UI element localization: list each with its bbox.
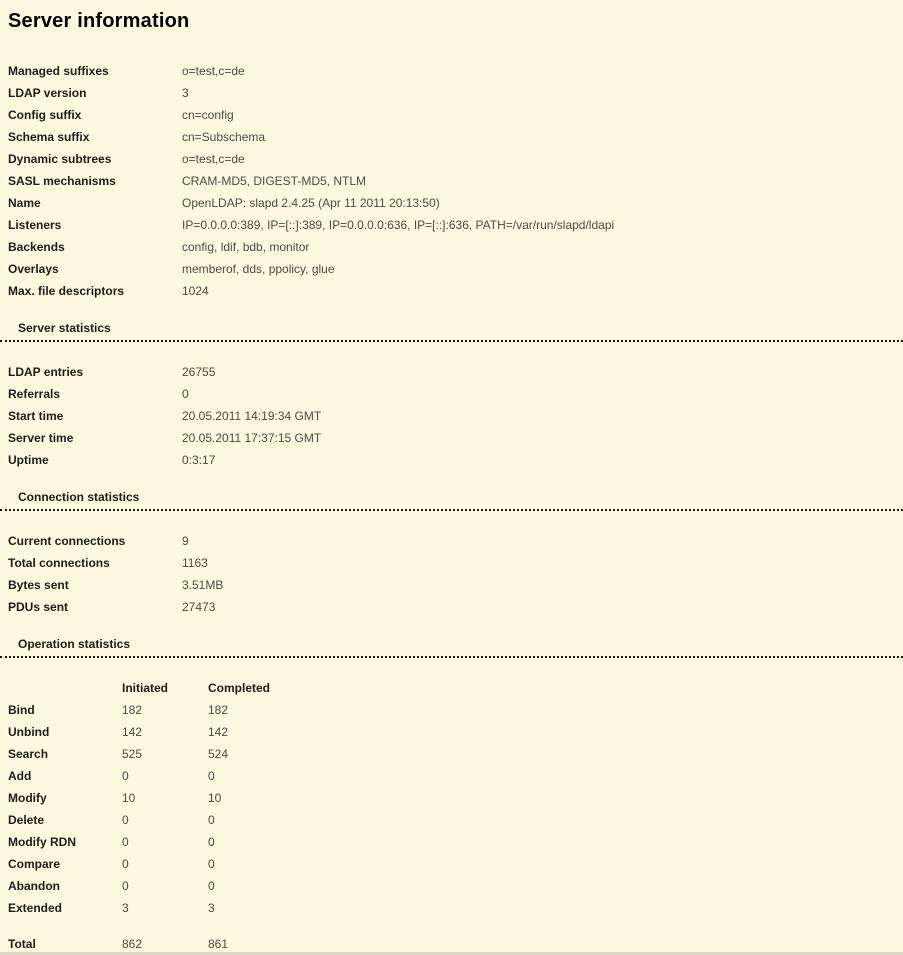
server-statistics-list <box>0 361 903 471</box>
section-header-connection-statistics <box>0 490 903 511</box>
detail-value: o=test,c=de <box>182 64 245 78</box>
operation-label: Bind <box>8 703 35 717</box>
detail-label: Backends <box>8 240 65 254</box>
operation-label: Abandon <box>8 879 60 893</box>
detail-label: Config suffix <box>8 108 82 122</box>
operation-row <box>0 875 903 897</box>
operation-initiated-value: 0 <box>122 769 129 783</box>
detail-row <box>0 280 903 302</box>
operation-initiated-value: 525 <box>122 747 143 761</box>
operation-initiated-value: 0 <box>122 813 129 827</box>
operation-label: Add <box>8 769 32 783</box>
detail-value: cn=config <box>182 108 234 122</box>
stat-row <box>0 530 903 552</box>
detail-row <box>0 82 903 104</box>
detail-value: config, ldif, bdb, monitor <box>182 240 310 254</box>
stat-row <box>0 449 903 471</box>
column-header-completed: Completed <box>208 681 271 695</box>
total-completed-value: 861 <box>208 937 229 951</box>
stat-row <box>0 361 903 383</box>
detail-row <box>0 60 903 82</box>
stat-label: Current connections <box>8 534 126 548</box>
detail-value: memberof, dds, ppolicy, glue <box>182 262 335 276</box>
detail-value: OpenLDAP: slapd 2.4.25 (Apr 11 2011 20:13:50) <box>182 196 440 210</box>
detail-row <box>0 192 903 214</box>
total-initiated-value: 862 <box>122 937 143 951</box>
operation-row <box>0 897 903 919</box>
operation-label: Search <box>8 747 49 761</box>
detail-label: SASL mechanisms <box>8 174 116 188</box>
operation-completed-value: 524 <box>208 747 229 761</box>
stat-value: 26755 <box>182 365 216 379</box>
stat-value: 0:3:17 <box>182 453 216 467</box>
stat-label: Server time <box>8 431 74 445</box>
section-title: Server statistics <box>18 321 111 335</box>
operation-rows <box>0 699 903 919</box>
stat-row <box>0 574 903 596</box>
detail-label: Dynamic subtrees <box>8 152 112 166</box>
section-header-operation-statistics <box>0 637 903 658</box>
operation-completed-value: 182 <box>208 703 229 717</box>
detail-value: 1024 <box>182 284 209 298</box>
detail-value: CRAM-MD5, DIGEST-MD5, NTLM <box>182 174 367 188</box>
stat-value: 20.05.2011 17:37:15 GMT <box>182 431 322 445</box>
stat-row <box>0 552 903 574</box>
operation-initiated-value: 182 <box>122 703 143 717</box>
operation-row <box>0 721 903 743</box>
operation-row <box>0 699 903 721</box>
operation-row <box>0 787 903 809</box>
stat-row <box>0 383 903 405</box>
operation-completed-value: 3 <box>208 901 215 915</box>
connection-statistics-list <box>0 530 903 618</box>
detail-label: Managed suffixes <box>8 64 109 78</box>
page-title: Server information <box>8 10 190 32</box>
stat-label: Bytes sent <box>8 578 69 592</box>
detail-label: Listeners <box>8 218 62 232</box>
operation-completed-value: 142 <box>208 725 229 739</box>
operation-completed-value: 10 <box>208 791 222 805</box>
operation-initiated-value: 0 <box>122 879 129 893</box>
server-details-list <box>0 60 903 302</box>
detail-row <box>0 236 903 258</box>
empty-header-cell <box>8 677 122 699</box>
operation-label: Modify <box>8 791 47 805</box>
detail-row <box>0 104 903 126</box>
stat-label: Uptime <box>8 453 49 467</box>
section-header-server-statistics <box>0 321 903 342</box>
detail-value: 3 <box>182 86 189 100</box>
stat-label: PDUs sent <box>8 600 69 614</box>
detail-label: Max. file descriptors <box>8 284 125 298</box>
operation-completed-value: 0 <box>208 769 215 783</box>
operation-label: Modify RDN <box>8 835 76 849</box>
operation-row <box>0 831 903 853</box>
operation-label: Unbind <box>8 725 50 739</box>
operation-initiated-value: 142 <box>122 725 143 739</box>
detail-row <box>0 170 903 192</box>
detail-value: o=test,c=de <box>182 152 245 166</box>
operation-initiated-value: 0 <box>122 835 129 849</box>
stat-label: Referrals <box>8 387 61 401</box>
stat-row <box>0 596 903 618</box>
detail-label: LDAP version <box>8 86 87 100</box>
column-header-initiated: Initiated <box>122 681 169 695</box>
section-title: Connection statistics <box>18 490 140 504</box>
operation-row <box>0 809 903 831</box>
operation-completed-value: 0 <box>208 857 215 871</box>
total-label: Total <box>8 937 36 951</box>
stat-row <box>0 405 903 427</box>
detail-row <box>0 258 903 280</box>
detail-label: Name <box>8 196 41 210</box>
operation-label: Compare <box>8 857 61 871</box>
section-title: Operation statistics <box>18 637 131 651</box>
stat-label: Total connections <box>8 556 110 570</box>
operation-statistics-table <box>0 677 903 955</box>
operation-label: Delete <box>8 813 45 827</box>
stat-value: 27473 <box>182 600 216 614</box>
stat-label: Start time <box>8 409 64 423</box>
operation-label: Extended <box>8 901 63 915</box>
operation-row <box>0 743 903 765</box>
operation-row <box>0 765 903 787</box>
stat-value: 9 <box>182 534 189 548</box>
stat-label: LDAP entries <box>8 365 84 379</box>
detail-row <box>0 148 903 170</box>
stat-value: 20.05.2011 14:19:34 GMT <box>182 409 322 423</box>
detail-value: IP=0.0.0.0:389, IP=[::]:389, IP=0.0.0.0:636, IP=[::]:636, PATH=/var/run/slapd/ldapi <box>182 218 615 232</box>
operation-initiated-value: 3 <box>122 901 129 915</box>
stat-value: 0 <box>182 387 189 401</box>
stat-row <box>0 427 903 449</box>
detail-row <box>0 126 903 148</box>
operation-initiated-value: 0 <box>122 857 129 871</box>
stat-value: 3.51MB <box>182 578 224 592</box>
operation-table-header-row <box>0 677 903 699</box>
operation-row <box>0 853 903 875</box>
stat-value: 1163 <box>182 556 208 570</box>
operation-completed-value: 0 <box>208 879 215 893</box>
detail-row <box>0 214 903 236</box>
detail-label: Overlays <box>8 262 59 276</box>
operation-initiated-value: 10 <box>122 791 136 805</box>
operation-completed-value: 0 <box>208 813 215 827</box>
operation-completed-value: 0 <box>208 835 215 849</box>
detail-value: cn=Subschema <box>182 130 266 144</box>
detail-label: Schema suffix <box>8 130 90 144</box>
